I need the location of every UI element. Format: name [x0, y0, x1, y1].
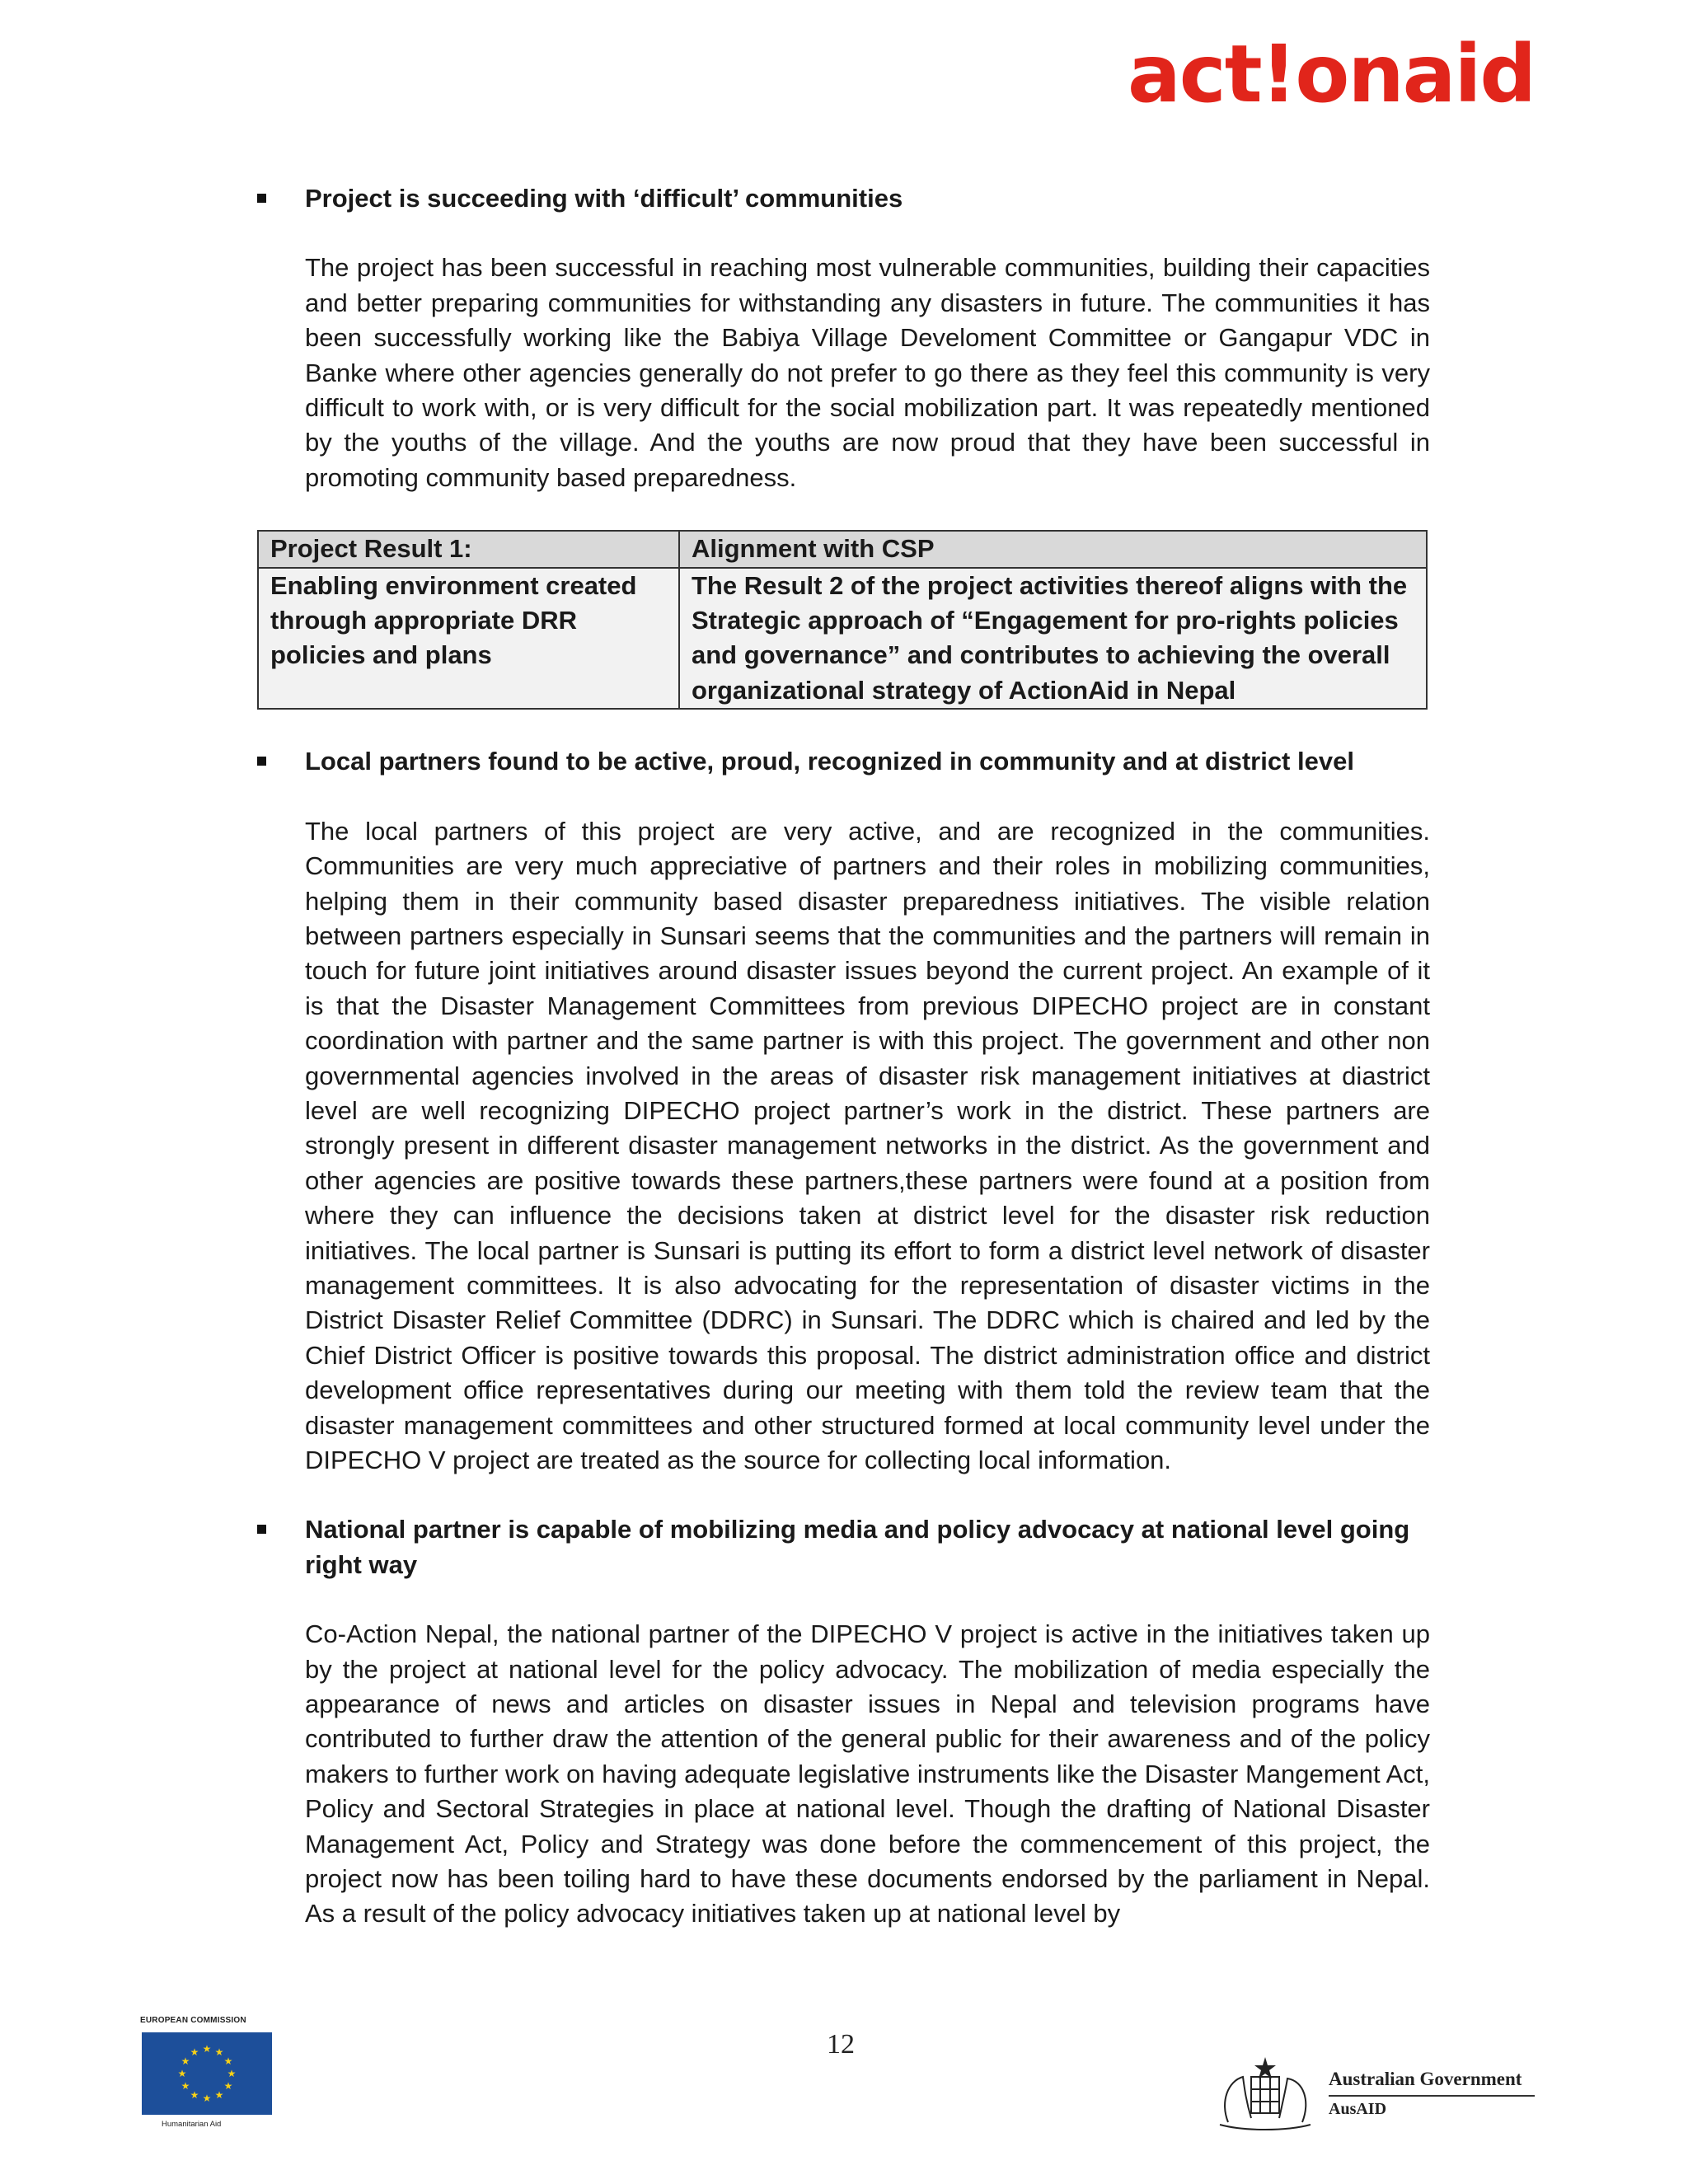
table-header-cell: Alignment with CSP [679, 531, 1427, 567]
section-heading [256, 744, 1430, 779]
actionaid-logo [1128, 28, 1556, 120]
star-icon: ★ [214, 2046, 224, 2059]
square-bullet-icon [257, 1525, 266, 1534]
ec-subtitle: Humanitarian Aid [162, 2120, 222, 2129]
section-heading [256, 1512, 1430, 1582]
square-bullet-icon [257, 757, 266, 766]
star-icon: ★ [190, 2046, 199, 2059]
coat-of-arms-icon [1212, 2052, 1319, 2135]
australian-government-logo [1212, 2052, 1541, 2135]
heading-text: Project is succeeding with ‘difficult’ communities [305, 184, 903, 213]
table-header-cell: Project Result 1: [258, 531, 679, 567]
aus-divider [1329, 2095, 1535, 2097]
section-body: The project has been successful in reaching most vulnerable communities, building their capacities and better preparing communities for withstanding any disasters in future. The communities it has been successfully working like the Babiya Village Develoment Committee or Gangapur VDC in Banke where other agencies generally do not prefer to go there as they feel this community is very difficult to work with, or is very difficult for the social mobilization part. It was repeatedly mentioned by the youths of the village. And the youths are now proud that they have been successful in promoting community based preparedness. [305, 253, 1430, 492]
section-heading [256, 181, 1430, 216]
european-commission-logo [138, 2011, 279, 2135]
table-row [258, 568, 1427, 710]
star-icon: ★ [223, 2055, 233, 2067]
star-icon: ★ [181, 2080, 190, 2092]
star-icon: ★ [202, 2043, 212, 2055]
page-content [256, 181, 1430, 1932]
section-body: The local partners of this project are very active, and are recognized in the communities. Communities are very much appreciative of partners and their roles in mobilizing communities, helping them in their community based disaster preparedness initiatives. The visible relation between partners especially in Sunsari seems that the communities and the partners will remain in touch for future joint initiatives around disaster issues beyond the current project. An example of it is that the Disaster Management Committees from previous DIPECHO project are in constant coordination with partner and the same partner is with this project. The government and other non governmental agencies involved in the areas of disaster risk management initiatives at diastrict level are well recognizing DIPECHO project partner’s work in the district. These partners are strongly present in different disaster management networks in the district. As the government and other agencies are positive towards these partners,these partners were found at a position from where they can influence the decisions taken at district level for the disaster risk reduction initiatives. The local partner is Sunsari is putting its effort to form a district level network of disaster management committees. It is also advocating for the representation of disaster victims in the District Disaster Relief Committee (DDRC) in Sunsari. The DDRC which is chaired and led by the Chief District Officer is positive towards this proposal. The district administration office and district development office representatives during our meeting with them told the review team that the disaster management committees and other structured formed at local community level under the DIPECHO V project are treated as the source for collecting local information. [305, 816, 1430, 1474]
ec-title: EUROPEAN COMMISSION [140, 2016, 246, 2025]
star-icon: ★ [214, 2088, 224, 2101]
star-icon: ★ [177, 2068, 187, 2079]
logo-text: act!onaid [1128, 28, 1536, 120]
table-cell: The Result 2 of the project activities thereof aligns with the Strategic approach of “Engagement for pro-rights policies and governance” and contributes to achieving the overall organizational strategy of ActionAid in Nepal [679, 568, 1427, 710]
result-table [257, 530, 1428, 710]
star-icon: ★ [223, 2080, 233, 2092]
eu-flag-icon [142, 2032, 272, 2115]
heading-text: National partner is capable of mobilizing media and policy advocacy at national level going right way [305, 1515, 1410, 1579]
heading-text: Local partners found to be active, proud, recognized in community and at district level [305, 747, 1354, 776]
star-icon: ★ [181, 2055, 190, 2067]
aus-gov-text: Australian Government [1329, 2069, 1522, 2089]
square-bullet-icon [257, 194, 266, 203]
ausaid-text: AusAID [1329, 2100, 1387, 2118]
page-number: 12 [827, 2029, 855, 2060]
star-icon: ★ [202, 2093, 212, 2104]
table-cell: Enabling environment created through appropriate DRR policies and plans [258, 568, 679, 710]
table-header-row [258, 531, 1427, 567]
star-icon: ★ [227, 2068, 237, 2079]
section-body: Co-Action Nepal, the national partner of the DIPECHO V project is active in the initiatives taken up by the project at national level for the policy advocacy. The mobilization of media especially the appearance of news and articles on disaster issues in Nepal and television programs have contributed to further draw the attention of the general public for their awareness and of the policy makers to further work on having adequate legislative instruments like the Disaster Mangement Act, Policy and Sectoral Strategies in place at national level. Though the drafting of National Disaster Management Act, Policy and Strategy was done before the commencement of this project, the project now has been toiling hard to have these documents endorsed by the parliament in Nepal. As a result of the policy advocacy initiatives taken up at national level by [305, 1619, 1430, 1929]
star-icon: ★ [190, 2088, 199, 2101]
